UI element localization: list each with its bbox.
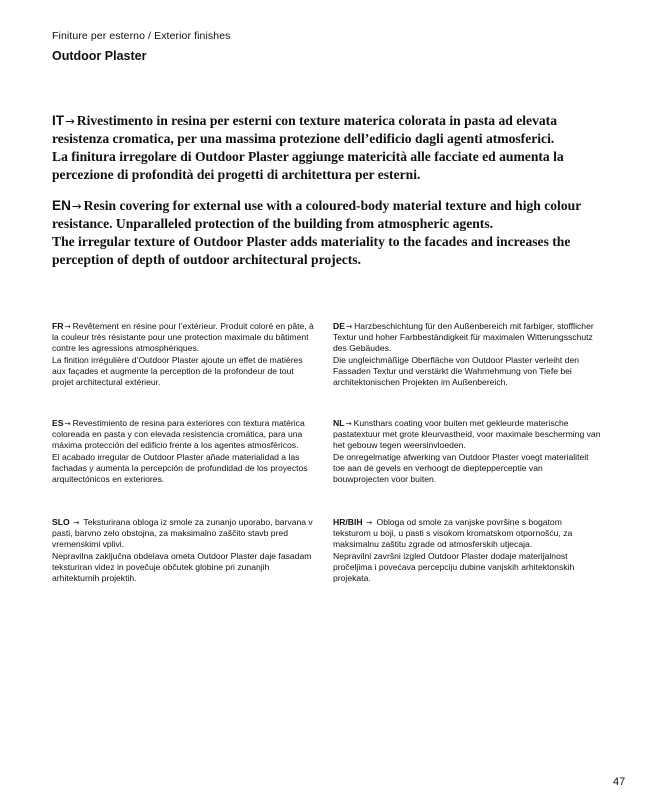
intro-it-paragraph-2: La finitura irregolare di Outdoor Plaster aggiunge matericità alle facciate ed aumenta la percezione di profondità dei progetti di architettura per esterni.: [52, 149, 564, 182]
page-title: Outdoor Plaster: [52, 49, 147, 63]
page-number: 47: [613, 776, 626, 788]
translation-fr-paragraph-1: [52, 321, 314, 355]
translation-nl-text-1: Kunsthars coating voor buiten met gekleurde materische pastatextuur met grote kleurvastheid, voor maximale bescherming van het gebouw tegen weersinvloeden.: [333, 418, 601, 451]
lang-code-es: ES: [52, 418, 64, 428]
translation-hr-paragraph-2: Nepravilni završni izgled Outdoor Plaster dodaje materijalnost pročeljima i povećava percepciju dubine vanjskih arhitektonskih projekata.: [333, 550, 575, 584]
lang-code-slo: SLO: [52, 517, 70, 527]
arrow-icon: →: [64, 322, 71, 331]
lang-code-de: DE: [333, 321, 345, 331]
arrow-icon: →: [345, 322, 353, 331]
translation-fr-paragraph-2: La finition irrégulière d’Outdoor Plaster ajoute un effet de matières aux façades et augmente la perception de la profondeur de tout projet architectural extérieur.: [52, 354, 303, 388]
lang-code-fr: FR: [52, 321, 64, 331]
intro-italian: [52, 112, 597, 184]
translation-es-paragraph-1: [52, 418, 314, 452]
arrow-icon: →: [71, 199, 82, 213]
lang-code-it: IT: [52, 113, 65, 128]
arrow-icon: →: [65, 114, 75, 128]
translation-nl-paragraph-1: [333, 418, 601, 452]
translation-es-paragraph-2: El acabado irregular de Outdoor Plaster añade materialidad a las fachadas y aumenta la percepción de profundidad de los proyectos arquitectónicos en exteriores.: [52, 451, 308, 485]
lang-code-hr-bih: HR/BIH: [333, 517, 363, 527]
translation-hr-bih: [333, 517, 601, 584]
intro-it-text-1: Rivestimento in resina per esterni con texture materica colorata in pasta ad elevata resistenza cromatica, per una massima protezione dell’edificio dagli agenti atmosferici.: [52, 113, 558, 146]
arrow-icon: →: [64, 419, 71, 428]
lang-code-nl: NL: [333, 418, 345, 428]
translation-hr-paragraph-1: [333, 517, 601, 551]
translation-es-text-1: Revestimiento de resina para exteriores con textura matérica coloreada en pasta y con elevada resistencia cromática, para una máxima protección del edificio frente a los agentes atmosféricos.: [52, 418, 305, 451]
intro-it-paragraph-1: [52, 112, 597, 148]
intro-en-paragraph-2: The irregular texture of Outdoor Plaster adds materiality to the facades and increases the perception of depth of outdoor architectural projects.: [52, 234, 571, 267]
translation-de-paragraph-1: [333, 321, 601, 355]
translation-de: [333, 321, 601, 388]
intro-en-text-1: Resin covering for external use with a coloured-body material texture and high colour resistance. Unparalleled protection of the building from atmospheric agents.: [52, 198, 581, 231]
translation-nl: [333, 418, 601, 485]
translation-slo-text-1: Teksturirana obloga iz smole za zunanjo uporabo, barvana v pasti, barvno zelo obstojna, za maksimalno zaščito stavb pred vremenskimi vplivi.: [52, 517, 313, 550]
arrow-icon: →: [73, 518, 80, 527]
breadcrumb: Finiture per esterno / Exterior finishes: [52, 30, 231, 42]
translation-slo-paragraph-1: [52, 517, 314, 551]
translation-de-text-1: Harzbeschichtung für den Außenbereich mit farbiger, stofflicher Textur und hoher Farbbeständigkeit für maximalen Witterungsschutz des Gebäudes.: [333, 321, 594, 354]
translation-fr-text-1: Revêtement en résine pour l’extérieur. Produit coloré en pâte, à la couleur très résistante pour une protection maximale du bâtiment contre les agressions atmosphériques.: [52, 321, 314, 354]
translation-fr: [52, 321, 314, 388]
translation-de-paragraph-2: Die ungleichmäßige Oberfläche von Outdoor Plaster verleiht den Fassaden Textur und verstärkt die Wahrnehmung von Tiefe bei architektonischen Projekten im Außenbereich.: [333, 354, 580, 388]
translation-nl-paragraph-2: De onregelmatige afwerking van Outdoor Plaster voegt materialiteit toe aan de gevels en verhoogt de dieptepperceptie van bouwprojecten voor buiten.: [333, 451, 589, 485]
intro-en-paragraph-1: [52, 197, 597, 233]
arrow-icon: →: [366, 518, 373, 527]
translation-hr-text-1: Obloga od smole za vanjske površine s bogatom teksturom u boji, u pasti s visokom kromatskom otpornošću, za maksimalnu zaštitu zgrade od atmosferskih utjecaja.: [333, 517, 573, 550]
translation-slo: [52, 517, 314, 584]
intro-english: [52, 197, 597, 269]
translation-slo-paragraph-2: Nepravilna zaključna obdelava ometa Outdoor Plaster daje fasadam teksturiran videz in povečuje občutek globine pri zunanjih arhitekturnih projektih.: [52, 550, 312, 584]
arrow-icon: →: [345, 419, 352, 428]
lang-code-en: EN: [52, 198, 71, 213]
translation-es: [52, 418, 314, 485]
